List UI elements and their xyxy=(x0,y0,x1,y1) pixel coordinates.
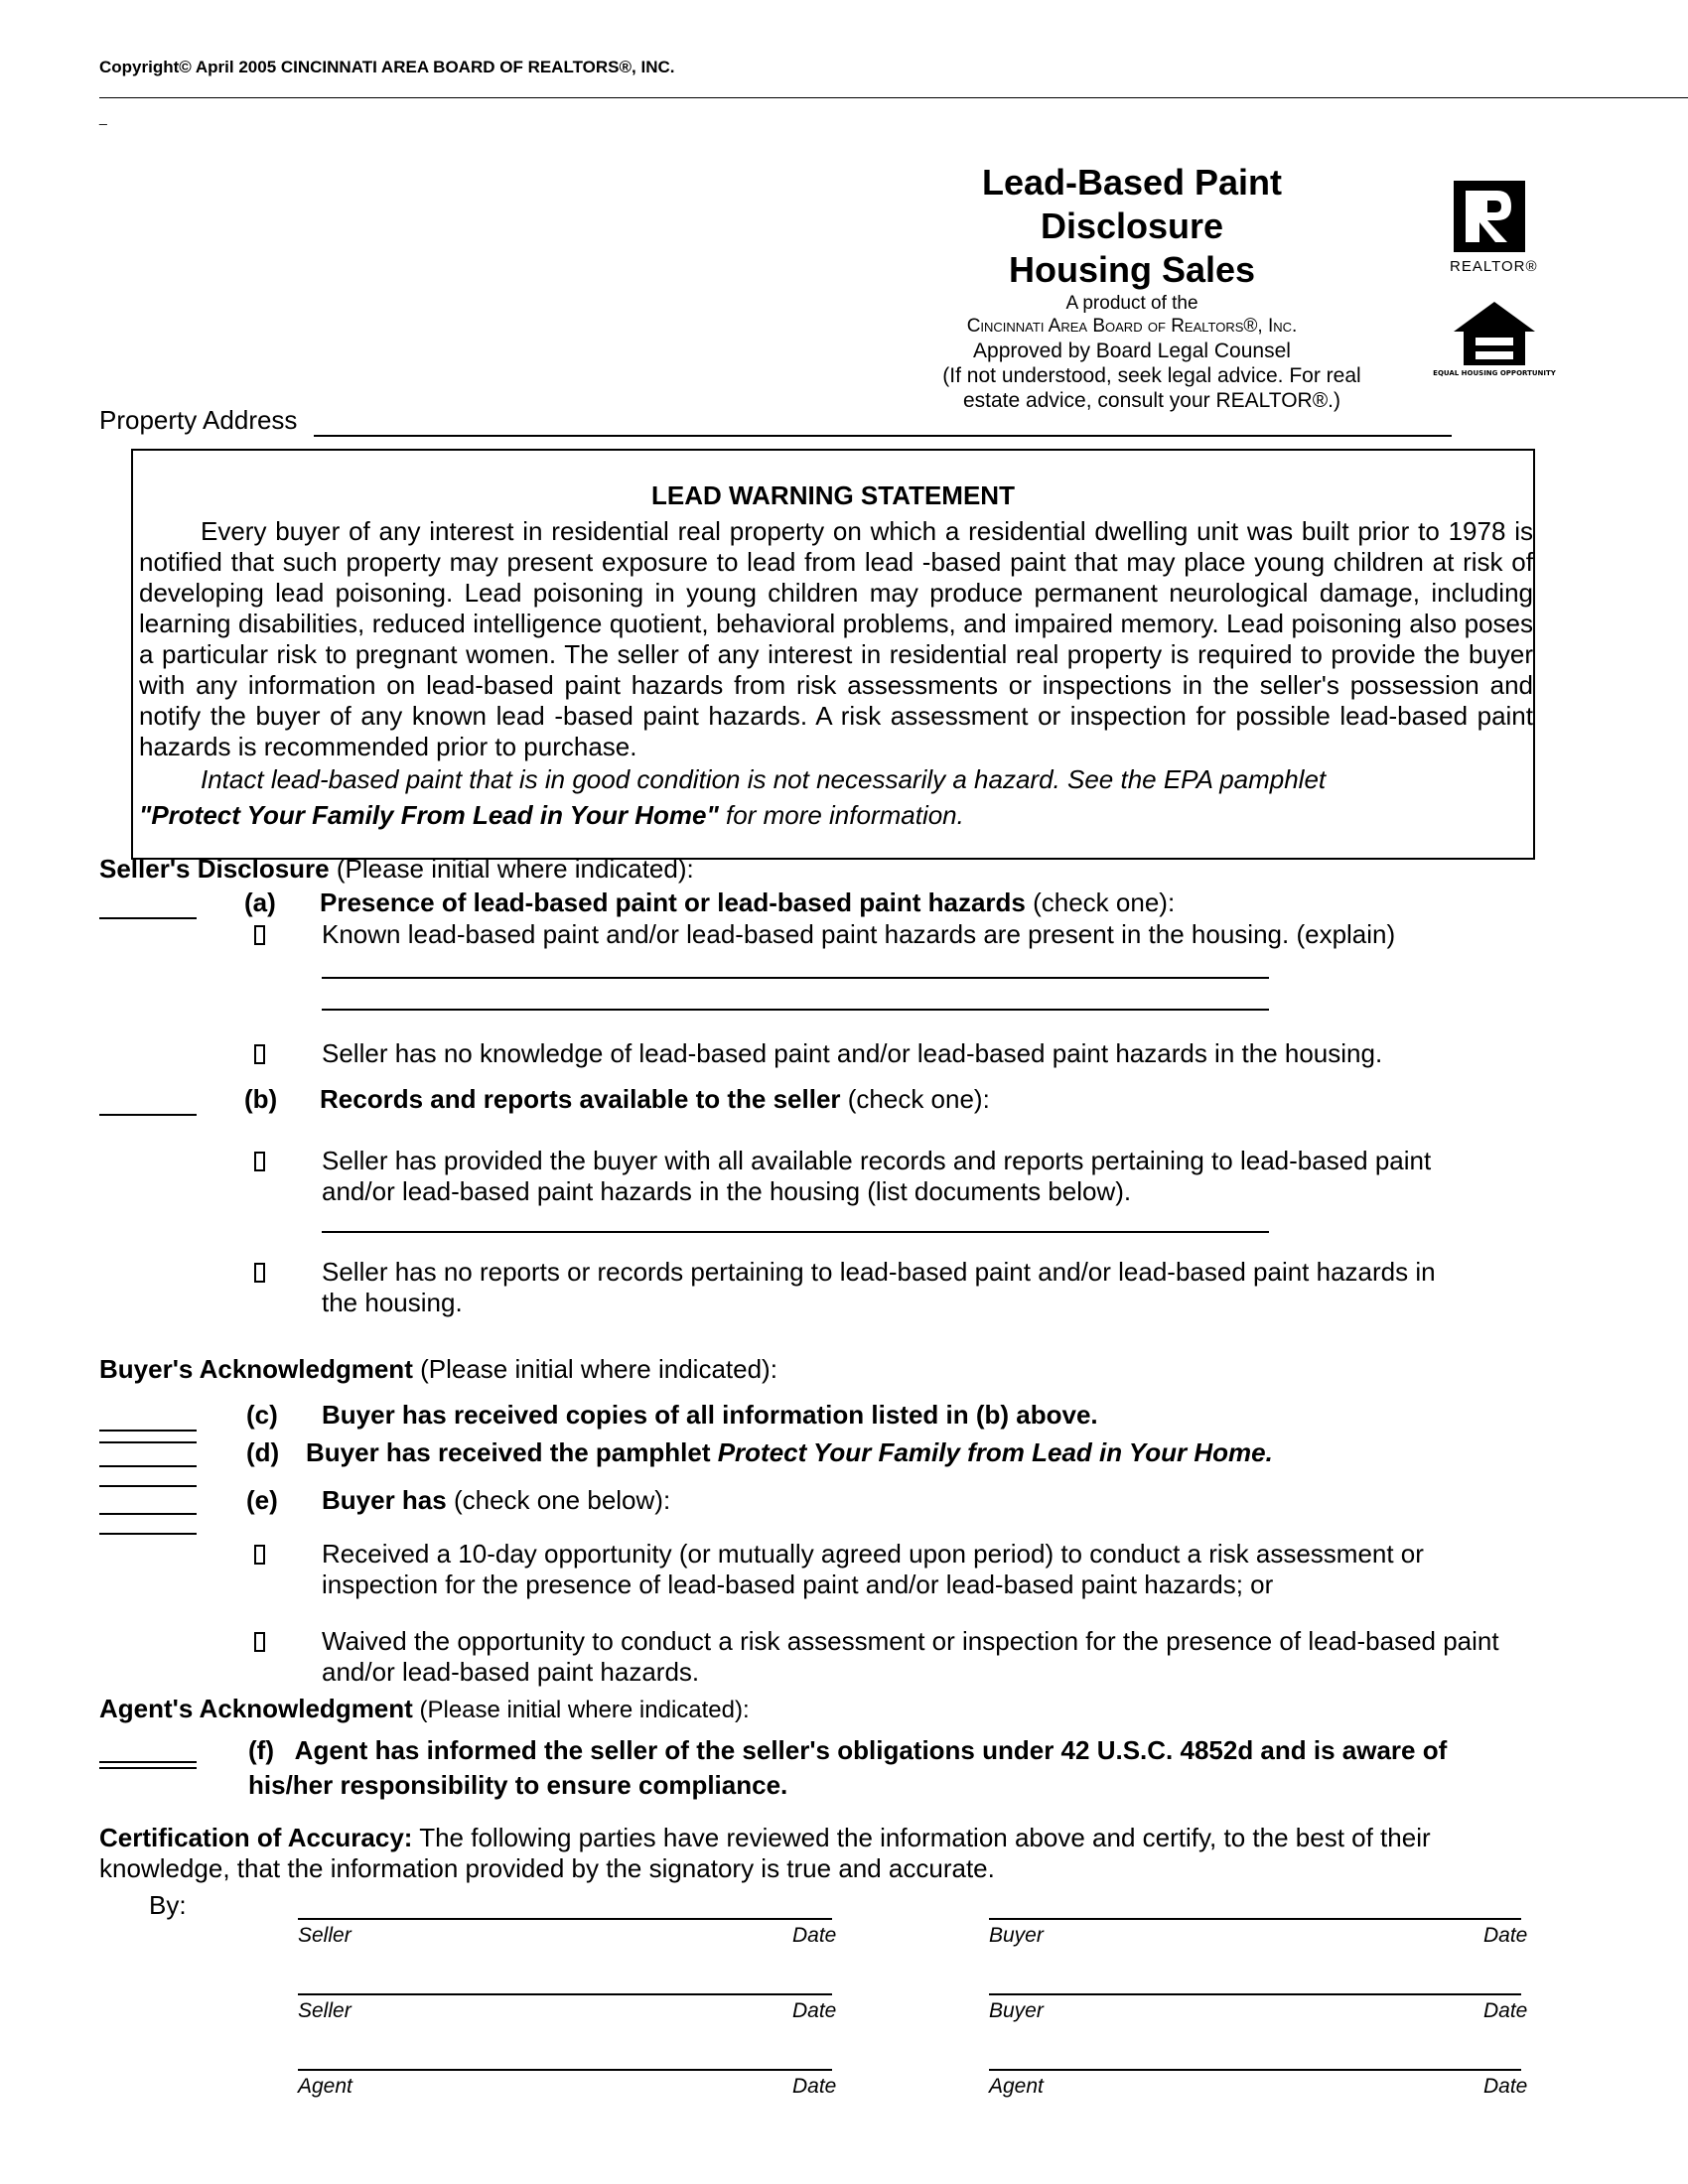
item-a-note: (check one): xyxy=(1025,887,1176,917)
certification-heading: Certification of Accuracy: xyxy=(99,1823,413,1852)
checkbox-known-lead[interactable] xyxy=(254,925,265,945)
item-b-note: (check one): xyxy=(840,1084,990,1114)
seller-signature-line-1[interactable] xyxy=(298,1918,832,1920)
product-of-text: A product of the xyxy=(1065,293,1198,314)
agent-signature-line-2[interactable] xyxy=(989,2069,1521,2071)
buyer-initial-c1[interactable] xyxy=(99,1430,197,1432)
item-d-prefix: Buyer has received the pamphlet xyxy=(306,1437,718,1467)
seller-label-1: Seller xyxy=(298,1924,352,1947)
option-no-records-line2: the housing. xyxy=(322,1288,463,1317)
form-title-line1: Lead-Based Paint Disclosure xyxy=(981,162,1283,246)
by-label: By: xyxy=(149,1890,187,1920)
advice-line2: estate advice, consult your REALTOR®.) xyxy=(962,389,1341,412)
option-waived-opportunity-line2: and/or lead-based paint hazards. xyxy=(322,1657,700,1687)
agent-heading-note: (Please initial where indicated): xyxy=(412,1697,750,1723)
item-a-heading xyxy=(320,887,1175,918)
form-header xyxy=(894,161,1370,413)
buyer-heading-note: (Please initial where indicated): xyxy=(412,1354,777,1384)
checkbox-records-provided[interactable] xyxy=(254,1152,265,1171)
item-e-title: Buyer has xyxy=(322,1485,447,1515)
buyer-signature-line-1[interactable] xyxy=(989,1918,1521,1920)
agent-signature-line-1[interactable] xyxy=(298,2069,832,2071)
item-f-line1: (f) Agent has informed the seller of the seller's obligations under 42 U.S.C. 4852d and is aware of xyxy=(248,1735,1448,1765)
option-known-lead: Known lead-based paint and/or lead-based paint hazards are present in the housing. (explain) xyxy=(322,919,1396,949)
agent-acknowledgment-heading xyxy=(99,1694,750,1725)
item-f-line2: his/her responsibility to ensure compliance. xyxy=(248,1770,788,1800)
explain-line-2[interactable] xyxy=(322,1009,1269,1011)
header-rule xyxy=(99,97,1688,98)
seller-disclosure-heading xyxy=(99,854,694,885)
certification-line1 xyxy=(99,1823,1589,1853)
equal-housing-opportunity-icon xyxy=(1433,298,1556,385)
pamphlet-more: for more information. xyxy=(718,800,964,830)
documents-list-line[interactable] xyxy=(322,1231,1269,1233)
lead-warning-body: Every buyer of any interest in residential real property on which a residential dwelling unit was built prior to 1978 is notified that such property may present exposure to lead from lead -based paint that may place young children at risk of developing lead poisoning. Lead poisoning in young children may produce permanent neurological damage, including learning disabilities, reduced intelligence quotient, behavioral problems, and impaired memory. Lead poisoning also poses a particular risk to pregnant women. The seller of any interest in residential real property is required to provide the buyer with any information on lead-based paint hazards from risk assessments or inspections in the seller's possession and notify the buyer of any known lead -based paint hazards. A risk assessment or inspection for possible lead-based paint hazards is recommended prior to purchase. xyxy=(139,516,1533,761)
item-d-label: (d) xyxy=(246,1437,280,1467)
seller-date-label-1: Date xyxy=(792,1924,837,1947)
agent-heading-text: Agent's Acknowledgment xyxy=(99,1694,413,1723)
item-b-heading xyxy=(320,1084,990,1115)
seller-heading-note: (Please initial where indicated): xyxy=(329,854,694,884)
option-received-opportunity-line1: Received a 10-day opportunity (or mutually agreed upon period) to conduct a risk assessment or xyxy=(322,1539,1424,1569)
item-e-note: (check one below): xyxy=(446,1485,671,1515)
form-title-line2: Housing Sales xyxy=(1008,249,1256,290)
buyer-acknowledgment-heading xyxy=(99,1354,777,1385)
buyer-date-label-1: Date xyxy=(1483,1924,1528,1947)
lead-warning-title: LEAD WARNING STATEMENT xyxy=(651,480,1015,510)
buyer-initial-e1[interactable] xyxy=(99,1513,197,1515)
property-address-field[interactable] xyxy=(314,435,1452,437)
buyer-initial-d2[interactable] xyxy=(99,1485,197,1487)
seller-initial-a[interactable] xyxy=(99,917,197,919)
lead-warning-note: Intact lead-based paint that is in good condition is not necessarily a hazard. See the EPA pamphlet xyxy=(201,764,1327,794)
buyer-label-2: Buyer xyxy=(989,1999,1044,2022)
checkbox-waived-opportunity[interactable] xyxy=(254,1632,265,1652)
pamphlet-title: "Protect Your Family From Lead in Your Home" xyxy=(139,800,719,830)
lead-warning-pamphlet xyxy=(139,800,964,831)
seller-signature-line-2[interactable] xyxy=(298,1993,832,1995)
seller-heading-text: Seller's Disclosure xyxy=(99,854,330,884)
property-address-label: Property Address xyxy=(99,405,298,435)
lead-warning-box xyxy=(131,449,1535,860)
seller-label-2: Seller xyxy=(298,1999,352,2022)
item-d-text xyxy=(306,1437,1273,1468)
item-d-pamphlet: Protect Your Family from Lead in Your Home. xyxy=(717,1437,1273,1467)
option-no-knowledge: Seller has no knowledge of lead-based paint and/or lead-based paint hazards in the housing. xyxy=(322,1038,1383,1068)
copyright-notice: Copyright© April 2005 CINCINNATI AREA BOARD OF REALTORS®, INC. xyxy=(99,58,675,76)
option-waived-opportunity-line1: Waived the opportunity to conduct a risk assessment or inspection for the presence of lead-based paint xyxy=(322,1626,1499,1656)
item-c-label: (c) xyxy=(246,1400,278,1430)
buyer-initial-d1[interactable] xyxy=(99,1465,197,1467)
checkbox-received-opportunity[interactable] xyxy=(254,1545,265,1565)
agent-label-2: Agent xyxy=(989,2075,1044,2098)
item-b-title: Records and reports available to the seller xyxy=(320,1084,841,1114)
option-received-opportunity-line2: inspection for the presence of lead-based paint and/or lead-based paint hazards; or xyxy=(322,1570,1274,1599)
approved-text: Approved by Board Legal Counsel xyxy=(973,340,1291,362)
buyer-initial-c2[interactable] xyxy=(99,1441,197,1443)
certification-line2: knowledge, that the information provided by the signatory is true and accurate. xyxy=(99,1853,995,1883)
board-name: Cincinnati Area Board of Realtors®, Inc. xyxy=(966,316,1298,337)
agent-date-label-1: Date xyxy=(792,2075,837,2098)
agent-date-label-2: Date xyxy=(1483,2075,1528,2098)
agent-initial-f2[interactable] xyxy=(99,1767,197,1769)
seller-date-label-2: Date xyxy=(792,1999,837,2022)
buyer-date-label-2: Date xyxy=(1483,1999,1528,2022)
item-b-label: (b) xyxy=(244,1084,278,1114)
agent-initial-f1[interactable] xyxy=(99,1761,197,1763)
item-a-title: Presence of lead-based paint or lead-based paint hazards xyxy=(320,887,1026,917)
option-no-records-line1: Seller has no reports or records pertaining to lead-based paint and/or lead-based paint hazards in xyxy=(322,1257,1436,1287)
buyer-heading-text: Buyer's Acknowledgment xyxy=(99,1354,413,1384)
item-a-label: (a) xyxy=(244,887,276,917)
dash-mark: _ xyxy=(99,109,107,125)
buyer-label-1: Buyer xyxy=(989,1924,1044,1947)
realtor-wordmark: REALTOR® xyxy=(1450,258,1538,275)
buyer-signature-line-2[interactable] xyxy=(989,1993,1521,1995)
item-c-text: Buyer has received copies of all information listed in (b) above. xyxy=(322,1400,1098,1430)
checkbox-no-records[interactable] xyxy=(254,1263,265,1283)
explain-line-1[interactable] xyxy=(322,977,1269,979)
buyer-initial-e2[interactable] xyxy=(99,1533,197,1535)
agent-label-1: Agent xyxy=(298,2075,352,2098)
certification-text1: The following parties have reviewed the information above and certify, to the best of their xyxy=(412,1823,1431,1852)
eho-text: EQUAL HOUSING OPPORTUNITY xyxy=(1433,369,1556,377)
seller-initial-b[interactable] xyxy=(99,1114,197,1116)
option-records-provided-line1: Seller has provided the buyer with all available records and reports pertaining to lead-based paint xyxy=(322,1146,1432,1175)
checkbox-no-knowledge[interactable] xyxy=(254,1044,265,1064)
item-e-heading xyxy=(322,1485,670,1516)
advice-line1: (If not understood, seek legal advice. For real xyxy=(942,364,1361,387)
item-e-label: (e) xyxy=(246,1485,278,1515)
option-records-provided-line2: and/or lead-based paint hazards in the housing (list documents below). xyxy=(322,1176,1132,1206)
